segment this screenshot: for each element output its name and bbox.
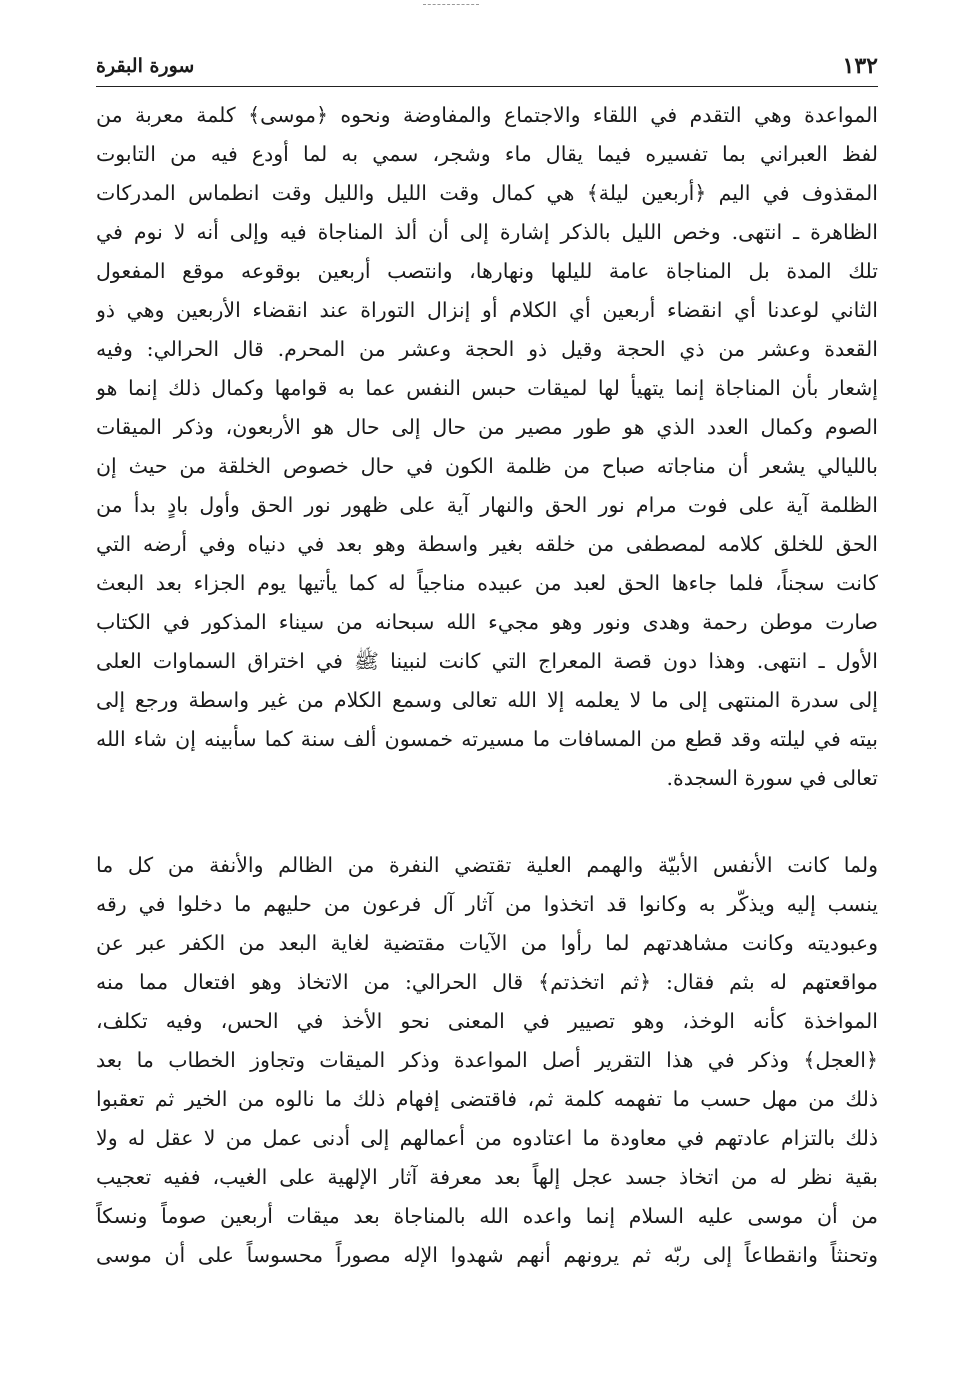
page-body xyxy=(96,96,878,1275)
text-line: الصوم وكمال العدد الذي هو طور مصير من حال إلى حال هو الأربعون، وذكر الميقات xyxy=(96,415,878,439)
text-line: صارت موطن رحمة وهدى ونور وهو مجيء الله سبحانه من سيناء المذكور في الكتاب xyxy=(96,610,878,634)
text-line: من أن موسى عليه السلام إنما واعده الله بالمناجاة بعد ميقات أربعين صوماً ونسكاً xyxy=(96,1204,878,1228)
text-line: القعدة وعشر من ذي الحجة وقيل ذو الحجة وعشر من المحرم. قال الحرالي: وفيه xyxy=(96,337,878,361)
text-line: وتحنثاً وانقطاعاً إلى ربّه ثم يرونهم أنهم شهدوا الإله مصوراً محسوساً على أن موسى xyxy=(96,1243,878,1267)
text-line: وعبوديته وكانت مشاهدتهم لما رأوا من الآيات مقتضية لغاية البعد من الكفر عبر عن xyxy=(96,931,878,955)
text-line: المواخذة كأنه الوخذ، وهو تصيير في المعنى نحو الأخذ في الحس، وفيه تكلف، xyxy=(96,1009,878,1033)
text-line: المواعدة وهي التقدم في اللقاء والاجتماع والمفاوضة ونحوه ﴿موسى﴾ كلمة معربة من xyxy=(96,103,878,127)
text-line: إشعار بأن المناجاة إنما يتهيأ لها لميقات حبس النفس عما به قوامها وكمال ذلك إنما هو xyxy=(96,376,878,400)
surah-title: سورة البقرة xyxy=(96,55,195,77)
text-line: لفظ العبراني بما تفسيره فيما يقال ماء وشجر، سمي به لما أودع فيه من التابوت xyxy=(96,142,878,166)
text-line: الظلمة آية على فوت مرام نور الحق والنهار آية على ظهور نور الحق وأول بادٍ بدأ من xyxy=(96,493,878,517)
text-line: الثاني لوعدنا أي انقضاء أربعين أي الكلام أو إنزال التوراة عند انقضاء الأربعين وهي ذو xyxy=(96,298,878,322)
text-line: الأول ـ انتهى. وهذا دون قصة المعراج التي كانت لنبينا ﷺ في اختراق السماوات العلى xyxy=(96,649,878,673)
text-line: بيته في ليلته وقد قطع من المسافات ما مسيرته خمسون ألف سنة كما سأبينه إن شاء الله xyxy=(96,727,878,751)
paragraph-2 xyxy=(96,846,878,1275)
running-header xyxy=(96,48,878,87)
text-line: ﴿العجل﴾ وذكر في هذا التقرير أصل المواعدة وذكر الميقات وتجاوز الخطاب ما بعد xyxy=(96,1048,878,1072)
text-line: المقذوف في اليم ﴿أربعين ليلة﴾ هي كمال وقت الليل والليل وقت انطماس المدركات xyxy=(96,181,878,205)
text-line: ذلك من مهل حسب ما تفهمه كلمة ثم، فاقتضى إفهام ذلك ما نالوه من الخير ثم تعقبوا xyxy=(96,1087,878,1111)
text-line: ذلك بالتزام عادتهم في معاودة ما اعتادوه من أعمالهم إلى أدنى عمل من لا عقل له ولا xyxy=(96,1126,878,1150)
text-line: بالليالي يشعر أن مناجاته صباح من ظلمة الكون في حال خصوص الخلقة من حيث إن xyxy=(96,454,878,478)
text-line: تعالى في سورة السجدة. xyxy=(666,766,878,790)
page-number: ١٣٢ xyxy=(842,53,878,79)
top-dashed-mark xyxy=(423,4,479,5)
text-line: الحق للخلق كلامه لمصطفى من خلقه بغير واسطة وهو بعد في دنياه وفي أرضه التي xyxy=(96,532,878,556)
text-line: تلك المدة بل المناجاة عامة لليلها ونهارها، وانتصب أربعين بوقوعه موقع المفعول xyxy=(96,259,878,283)
text-line: ولما كانت الأنفس الأبيّة والهمم العلية تقتضي النفرة من الظالم والأنفة من كل ما xyxy=(96,853,878,877)
text-line: كانت سجناً، فلما جاءها الحق لعبد من عبيده مناجياً له كما يأتيها يوم الجزاء بعد البعث xyxy=(96,571,878,595)
text-line: بقية نظر له من اتخاذ جسد عجل إلهاً بعد معرفة آثار الإلهية على الغيب، ففيه تعجيب xyxy=(96,1165,878,1189)
text-line: إلى سدرة المنتهى إلى ما لا يعلمه إلا الله تعالى وسمع الكلام من غير واسطة ورجع إلى xyxy=(96,688,878,712)
text-line: ينسب إليه ويذكّر به وكانوا قد اتخذوا من آثار آل فرعون من حليهم ما دخلوا في رقه xyxy=(96,892,878,916)
paragraph-1 xyxy=(96,96,878,798)
text-line: مواقعتهم له بثم فقال: ﴿ثم اتخذتم﴾ قال الحرالي: من الاتخاذ وهو افتعال مما منه xyxy=(96,970,878,994)
text-line: الظاهرة ـ انتهى. وخص الليل بالذكر إشارة إلى أن ألذ المناجاة فيه وإلى أنه لا نوم في xyxy=(96,220,878,244)
